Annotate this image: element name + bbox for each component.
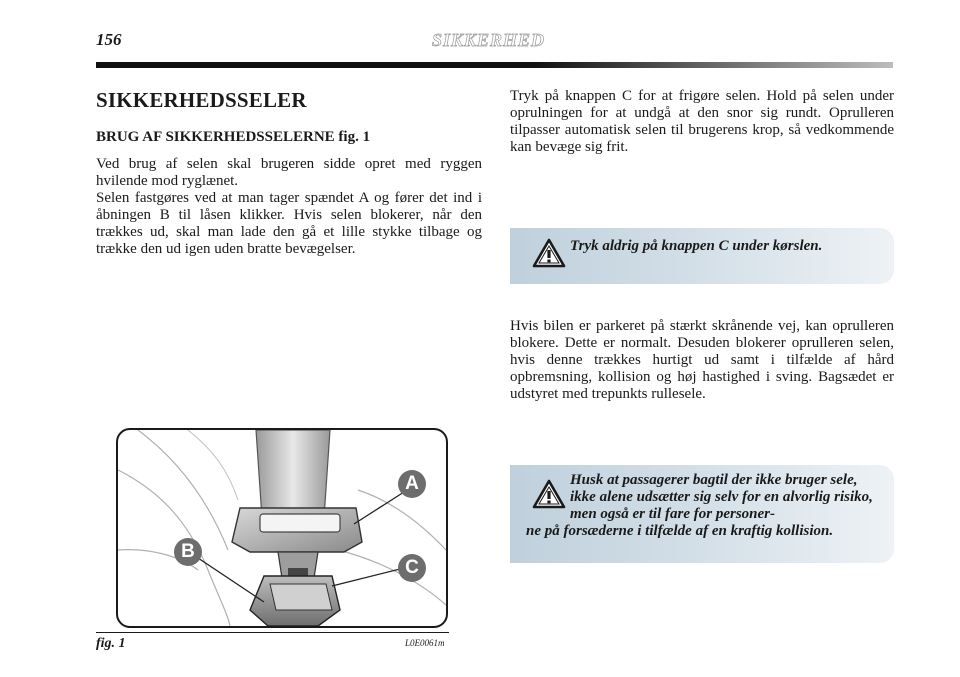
body-paragraph: Ved brug af selen skal brugeren sidde opret med ryggen hvilende mod ryglænet.	[96, 156, 482, 189]
section-title: SIKKERHEDSSELER	[96, 88, 307, 112]
running-head: SIKKERHED	[432, 30, 546, 50]
header-rule	[96, 62, 893, 68]
warning-text-indented: Husk at passagerer bagtil der ikke bruger sele, ikke alene udsætter sig selv for en alvorlig risiko, men også er til fare for personer-	[570, 472, 873, 522]
rear-seat-paragraph-box	[510, 318, 894, 403]
left-column	[96, 88, 482, 258]
subsection-title: BRUG AF SIKKERHEDSSELERNE fig. 1	[96, 129, 371, 145]
body-paragraph: Hvis bilen er parkeret på stærkt skrånende vej, kan oprulleren blokere. Dette er normalt. Desuden blokerer oprulleren selen, hvis denne trækkes hurtigt ud samt i tilfælde af hård opbremsning, kollision og høj hastighed i sving. Bagsædet er udstyret med trepunkts rullesele.	[510, 318, 894, 402]
warning-box	[510, 465, 894, 563]
figure-rule	[96, 632, 449, 633]
right-column	[510, 88, 894, 156]
warning-text	[526, 472, 878, 540]
body-paragraph: Selen fastgøres ved at man tager spændet A og fører det ind i åbningen B til låsen klikker. Hvis selen blokerer, når den trækkes ud, skal man lade den gå et lille stykke tilbage og trække den ud igen uden bratte bevægelser.	[96, 190, 482, 257]
page-number: 156	[96, 30, 122, 49]
callout-c: C	[398, 554, 426, 582]
figure-caption: fig. 1	[96, 636, 126, 651]
figure-frame	[116, 428, 448, 628]
body-paragraph: Tryk på knappen C for at frigøre selen. Hold på selen under oprulningen for at undgå at den snor sig rundt. Oprulleren tilpasser automatisk selen til brugerens krop, så vedkommende kan bevæge sig frit.	[510, 88, 894, 155]
figure-code: L0E0061m	[405, 638, 445, 648]
warning-text: Tryk aldrig på knappen C under kørslen.	[570, 238, 823, 254]
warning-box	[510, 228, 894, 284]
seatbelt-buckle-illustration	[118, 430, 446, 626]
warning-text-continued: ne på forsæderne i tilfælde af en kraftig kollision.	[526, 523, 834, 539]
callout-b: B	[174, 538, 202, 566]
warning-triangle-icon	[532, 238, 566, 268]
callout-a: A	[398, 470, 426, 498]
